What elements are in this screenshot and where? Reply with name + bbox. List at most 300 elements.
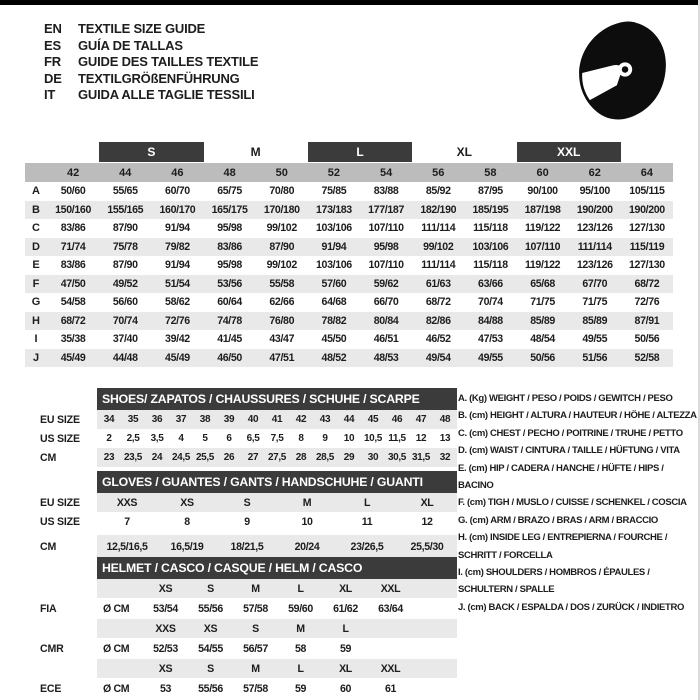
shoe-us-size: 10 <box>343 433 355 444</box>
shoe-eu-size: 38 <box>199 414 211 425</box>
size-column-header: 58 <box>484 166 497 179</box>
helmet-size-row <box>97 619 457 638</box>
size-group-s: S <box>99 142 203 162</box>
helmet-cm-value: 53/54 <box>153 602 178 615</box>
helmet-title: HELMET / CASCO / CASQUE / HELM / CASCO <box>97 557 457 579</box>
size-value: 76/80 <box>269 314 295 327</box>
shoe-cm-value: 29 <box>343 452 355 463</box>
size-value: 45/49 <box>165 351 190 364</box>
size-value: 50/60 <box>60 185 86 198</box>
helmet-cm-value: 60 <box>339 682 352 695</box>
shoe-cm-value: 28 <box>295 452 307 463</box>
size-value: 99/102 <box>266 259 297 272</box>
size-value: 72/76 <box>634 296 660 309</box>
shoe-eu-size: 48 <box>439 414 451 425</box>
shoe-eu-size: 44 <box>343 414 355 425</box>
helmet-size-row <box>97 579 457 598</box>
size-value: 115/118 <box>473 222 508 235</box>
size-value: 48/54 <box>530 333 555 346</box>
row-letter: F <box>32 277 40 290</box>
shoe-us-size: 4 <box>178 433 184 444</box>
size-value: 190/200 <box>628 203 665 216</box>
glove-cm-value: 18/21,5 <box>230 541 264 553</box>
row-letter: J <box>32 351 40 364</box>
language-row <box>44 21 258 38</box>
top-border <box>0 0 700 5</box>
shoe-cm-value: 25,5 <box>195 452 215 463</box>
gloves-us-row <box>97 512 457 531</box>
legend-item: F. (cm) TIGH / MUSLO / CUISSE / SCHENKEL / COSCIA <box>458 497 687 509</box>
helmet-cm-value <box>368 638 413 659</box>
shoe-us-size: 13 <box>439 433 451 444</box>
shoes-section <box>40 388 457 467</box>
measurement-row-e <box>25 256 673 275</box>
size-value: 95/98 <box>217 222 242 235</box>
size-value: 49/55 <box>478 351 503 364</box>
shoe-cm-value: 30,5 <box>387 452 407 463</box>
helmet-size: XL <box>339 662 352 675</box>
size-value: 107/110 <box>368 222 404 235</box>
shoe-eu-size: 37 <box>175 414 187 425</box>
helmet-table <box>97 557 457 699</box>
helmet-size: XL <box>339 582 352 595</box>
size-value: 56/60 <box>112 296 138 309</box>
shoe-us-size: 2,5 <box>126 433 140 444</box>
size-value: 70/80 <box>269 185 295 198</box>
helmet-label-fia: FIA <box>40 602 57 615</box>
size-value: 111/114 <box>421 259 456 272</box>
helmet-size: L <box>297 582 304 595</box>
size-value: 84/88 <box>478 314 503 327</box>
size-value: 90/100 <box>527 185 558 198</box>
size-value: 62/66 <box>269 296 295 309</box>
size-value: 49/52 <box>112 277 138 290</box>
spacer <box>40 619 97 638</box>
helmet-cm-value: 57/58 <box>243 602 268 615</box>
size-value: 55/65 <box>112 185 138 198</box>
helmet-size: XS <box>203 622 218 635</box>
size-value: 111/114 <box>421 222 456 235</box>
shoe-cm-value: 32 <box>439 452 451 463</box>
size-value: 107/110 <box>524 240 561 253</box>
size-value: 49/54 <box>425 351 451 364</box>
gloves-eu-row <box>97 493 457 512</box>
glove-eu-size: L <box>363 496 371 509</box>
row-letter: I <box>34 333 38 346</box>
shoe-eu-size: 43 <box>319 414 331 425</box>
size-column-header: 64 <box>640 166 654 179</box>
size-value: 52/58 <box>634 351 660 364</box>
shoe-eu-size: 47 <box>415 414 427 425</box>
size-value: 85/92 <box>425 185 451 198</box>
size-value: 182/190 <box>420 203 457 216</box>
size-value: 75/78 <box>112 240 138 253</box>
shoes-row-labels <box>40 388 97 467</box>
size-value: 83/86 <box>60 259 86 272</box>
size-number-row <box>25 163 673 182</box>
legend-item: D. (cm) WAIST / CINTURA / TAILLE / HÜFTUNG / VITA <box>458 445 680 457</box>
size-value: 177/187 <box>368 203 404 216</box>
size-value: 51/54 <box>165 277 190 290</box>
size-value: 72/76 <box>165 314 190 327</box>
size-value: 66/70 <box>373 296 399 309</box>
row-letter: E <box>32 259 40 272</box>
size-value: 49/55 <box>582 333 608 346</box>
size-value: 105/115 <box>629 185 665 198</box>
size-value: 87/90 <box>269 240 295 253</box>
glove-cm-value: 20/24 <box>294 541 320 553</box>
size-value: 91/94 <box>321 240 347 253</box>
glove-eu-size: XL <box>420 496 434 509</box>
helmet-cm-value: 55/56 <box>198 682 223 695</box>
helmet-value-row <box>97 678 457 699</box>
shoe-cm-value: 26 <box>223 452 235 463</box>
shoe-cm-value: 28,5 <box>315 452 335 463</box>
size-value: 170/180 <box>263 203 300 216</box>
size-value: 43/47 <box>269 333 295 346</box>
helmet-label-ece: ECE <box>40 682 62 695</box>
size-value: 50/56 <box>634 333 660 346</box>
helmet-rows <box>97 579 457 699</box>
helmet-size: M <box>251 582 260 595</box>
size-group-row <box>25 142 673 162</box>
size-value: 115/118 <box>473 259 508 272</box>
size-value: 78/82 <box>321 314 347 327</box>
legend-item: J. (cm) BACK / ESPALDA / DOS / ZURÜCK / INDIETRO <box>458 601 684 613</box>
size-value: 68/72 <box>425 296 451 309</box>
helmet-section <box>40 557 457 699</box>
spacer <box>25 163 47 182</box>
shoe-eu-size: 45 <box>367 414 379 425</box>
helmet-cm-value: 61 <box>384 682 397 695</box>
shoe-us-size: 3,5 <box>150 433 164 444</box>
shoe-eu-size: 46 <box>391 414 403 425</box>
size-group-l: L <box>308 142 412 162</box>
size-value: 123/126 <box>576 259 613 272</box>
textile-size-table <box>25 142 673 367</box>
measurement-legend <box>458 390 698 616</box>
size-value: 64/68 <box>321 296 347 309</box>
helmet-value-row <box>97 638 457 659</box>
measurement-row-a <box>25 182 673 201</box>
gloves-label-us: US SIZE <box>40 515 80 528</box>
size-value: 46/50 <box>217 351 242 364</box>
diameter-label: Ø CM <box>103 682 130 695</box>
size-value: 87/90 <box>112 259 138 272</box>
helmet-row-labels <box>40 557 97 699</box>
shoes-label-cm: CM <box>40 451 57 464</box>
size-value: 59/62 <box>373 277 399 290</box>
size-value: 71/75 <box>530 296 555 309</box>
gloves-label-cm: CM <box>40 541 57 553</box>
size-value: 111/114 <box>577 240 612 253</box>
language-label: GUIDE DES TAILLES TEXTILE <box>78 54 259 69</box>
size-value: 127/130 <box>628 222 665 235</box>
legend-item: B. (cm) HEIGHT / ALTURA / HAUTEUR / HÖHE / ALTEZZA <box>458 410 697 422</box>
size-column-header: 56 <box>432 166 445 179</box>
legend-item: H. (cm) INSIDE LEG / ENTREPIERNA / FOURCHE / SCHRITT / FORCELLA <box>458 532 668 561</box>
shoe-eu-size: 36 <box>151 414 163 425</box>
size-value: 87/95 <box>478 185 503 198</box>
size-value: 53/56 <box>217 277 242 290</box>
size-value: 95/100 <box>579 185 610 198</box>
size-value: 61/63 <box>425 277 451 290</box>
size-value: 187/198 <box>524 203 561 216</box>
glove-eu-size: XS <box>180 496 194 509</box>
size-value: 99/102 <box>423 240 454 253</box>
size-value: 48/53 <box>373 351 399 364</box>
size-value: 70/74 <box>478 296 503 309</box>
size-value: 45/49 <box>60 351 86 364</box>
size-column-header: 62 <box>588 166 601 179</box>
size-value: 82/86 <box>425 314 451 327</box>
glove-us-size: 7 <box>124 515 130 528</box>
shoe-eu-size: 34 <box>103 414 115 425</box>
row-letter: H <box>32 314 40 327</box>
size-column-header: 52 <box>327 166 341 179</box>
helmet-cm-value: 63/64 <box>378 602 403 615</box>
shoe-eu-size: 39 <box>223 414 235 425</box>
helmet-size: M <box>296 622 305 635</box>
size-value: 41/45 <box>217 333 242 346</box>
size-value: 87/91 <box>634 314 660 327</box>
shoes-label-eu: EU SIZE <box>40 413 80 426</box>
size-value: 91/94 <box>165 222 190 235</box>
row-letter: G <box>31 296 41 309</box>
size-value: 99/102 <box>266 222 297 235</box>
size-value: 155/165 <box>107 203 144 216</box>
measurement-row-f <box>25 275 673 294</box>
helmet-cm-value: 61/62 <box>333 602 358 615</box>
shoe-cm-value: 27,5 <box>267 452 287 463</box>
size-column-header: 48 <box>223 166 236 179</box>
size-value: 87/90 <box>112 222 138 235</box>
size-column-header: 54 <box>379 166 393 179</box>
shoe-us-size: 6 <box>226 433 232 444</box>
shoes-eu-row <box>97 410 457 429</box>
shoe-eu-size: 35 <box>127 414 139 425</box>
size-value: 103/106 <box>315 259 352 272</box>
size-value: 115/119 <box>629 240 665 253</box>
size-value: 95/98 <box>217 259 242 272</box>
spacer <box>40 659 97 678</box>
glove-cm-value: 25,5/30 <box>410 541 444 553</box>
shoe-us-size: 10,5 <box>363 433 383 444</box>
size-value: 74/78 <box>217 314 242 327</box>
size-column-header: 60 <box>536 166 549 179</box>
measurement-row-c <box>25 219 673 238</box>
spacer <box>40 471 97 493</box>
helmet-size: S <box>207 582 214 595</box>
size-value: 79/82 <box>165 240 190 253</box>
size-value: 44/48 <box>112 351 138 364</box>
measurement-row-h <box>25 312 673 331</box>
shoe-us-size: 12 <box>415 433 427 444</box>
size-value: 60/64 <box>217 296 242 309</box>
size-value: 55/58 <box>269 277 295 290</box>
glove-cm-value: 23/26,5 <box>350 541 384 553</box>
row-letter: D <box>32 240 40 253</box>
size-value: 67/70 <box>582 277 608 290</box>
shoe-cm-value: 27 <box>247 452 259 463</box>
measurement-row-d <box>25 238 673 257</box>
language-code: ES <box>44 37 61 53</box>
legend-item: G. (cm) ARM / BRAZO / BRAS / ARM / BRACCIO <box>458 514 658 526</box>
glove-eu-size: S <box>243 496 251 509</box>
size-value: 80/84 <box>373 314 399 327</box>
shoes-us-row <box>97 429 457 448</box>
row-letter: A <box>32 185 40 198</box>
size-value: 71/75 <box>582 296 608 309</box>
helmet-cm-value: 59/60 <box>288 602 313 615</box>
shoe-us-size: 8 <box>298 433 304 444</box>
helmet-size: M <box>251 662 260 675</box>
glove-us-size: 12 <box>421 515 433 528</box>
size-value: 165/175 <box>211 203 248 216</box>
shoe-cm-value: 24 <box>151 452 163 463</box>
shoe-cm-value: 31,5 <box>411 452 431 463</box>
spacer <box>25 142 99 162</box>
shoes-label-us: US SIZE <box>40 432 80 445</box>
language-row <box>44 38 258 55</box>
helmet-size <box>368 619 413 638</box>
diameter-label: Ø CM <box>103 602 130 615</box>
gloves-label-eu: EU SIZE <box>40 496 80 509</box>
size-column-header: 42 <box>66 166 80 179</box>
shoe-cm-value: 24,5 <box>171 452 191 463</box>
size-value: 45/50 <box>321 333 347 346</box>
spacer <box>40 579 97 598</box>
shoe-us-size: 2 <box>106 433 112 444</box>
size-value: 65/75 <box>217 185 242 198</box>
helmet-label-cmr: CMR <box>40 642 64 655</box>
helmet-size: XS <box>158 662 173 675</box>
helmet-cm-value: 52/53 <box>153 642 178 655</box>
language-code: IT <box>44 87 56 102</box>
glove-us-size: 8 <box>184 515 190 528</box>
helmet-cm-value: 58 <box>294 642 307 655</box>
helmet-cm-value: 55/56 <box>198 602 223 615</box>
glove-cm-value: 16,5/19 <box>170 541 204 553</box>
glove-us-size: 9 <box>244 515 250 528</box>
legend-item: C. (cm) CHEST / PECHO / POITRINE / TRUHE / PETTO <box>458 427 683 439</box>
row-letter: B <box>32 203 40 216</box>
language-code: DE <box>44 70 62 86</box>
size-value: 48/52 <box>321 351 347 364</box>
size-value: 123/126 <box>576 222 613 235</box>
size-value: 68/72 <box>634 277 660 290</box>
size-group-xxl: XXL <box>517 142 621 162</box>
glove-us-size: 11 <box>361 515 373 528</box>
shoe-us-size: 11,5 <box>388 433 406 444</box>
size-value: 160/170 <box>159 203 196 216</box>
shoe-eu-size: 40 <box>247 414 259 425</box>
size-value: 70/74 <box>112 314 138 327</box>
size-value: 190/200 <box>576 203 613 216</box>
helmet-size: XXS <box>155 622 176 635</box>
size-value: 47/53 <box>478 333 503 346</box>
size-value: 75/85 <box>321 185 347 198</box>
shoes-cm-row <box>97 448 457 467</box>
helmet-cm-value: 54/55 <box>198 642 223 655</box>
size-value: 185/195 <box>472 203 509 216</box>
size-value: 57/60 <box>321 277 347 290</box>
size-value: 46/51 <box>373 333 399 346</box>
size-value: 71/74 <box>60 240 86 253</box>
language-label: TEXTILGRÖßENFÜHRUNG <box>78 70 240 86</box>
helmet-size-row <box>97 659 457 678</box>
size-value: 173/183 <box>315 203 352 216</box>
size-group-xl: XL <box>456 145 472 159</box>
glove-us-size: 10 <box>301 515 313 528</box>
size-value: 39/42 <box>165 333 190 346</box>
size-value: 68/72 <box>60 314 86 327</box>
language-row <box>44 87 258 104</box>
spacer <box>97 659 143 678</box>
spacer <box>97 619 143 638</box>
size-table-body <box>25 182 673 367</box>
spacer <box>97 579 143 598</box>
size-column-header: 46 <box>171 166 184 179</box>
size-value: 83/88 <box>373 185 399 198</box>
size-value: 83/86 <box>60 222 86 235</box>
racing-helmet-icon <box>577 20 669 122</box>
size-value: 47/51 <box>269 351 295 364</box>
language-label: TEXTILE SIZE GUIDE <box>78 21 206 36</box>
row-letter: C <box>32 222 40 235</box>
size-column-header: 44 <box>119 166 132 179</box>
measurement-row-g <box>25 293 673 312</box>
size-value: 63/66 <box>478 277 503 290</box>
shoe-us-size: 9 <box>322 433 328 444</box>
language-row <box>44 71 258 88</box>
size-value: 50/56 <box>530 351 555 364</box>
helmet-size: L <box>297 662 304 675</box>
size-value: 127/130 <box>628 259 665 272</box>
language-row <box>44 54 258 71</box>
size-value: 95/98 <box>373 240 399 253</box>
language-list <box>44 21 258 104</box>
shoe-eu-size: 41 <box>271 414 283 425</box>
language-code: FR <box>44 54 61 69</box>
size-value: 85/89 <box>530 314 555 327</box>
language-label: GUÍA DE TALLAS <box>78 37 183 53</box>
size-value: 47/50 <box>60 277 86 290</box>
helmet-size: XXL <box>380 662 401 675</box>
size-value: 85/89 <box>582 314 608 327</box>
helmet-cm-value: 59 <box>339 642 352 655</box>
legend-item: E. (cm) HIP / CADERA / HANCHE / HÜFTE / HIPS / BACINO <box>458 462 664 492</box>
gloves-section <box>40 471 457 559</box>
shoe-eu-size: 42 <box>295 414 307 425</box>
gloves-cm-row <box>97 535 457 559</box>
size-value: 150/160 <box>55 203 91 216</box>
helmet-cm-value: 57/58 <box>243 682 268 695</box>
size-value: 65/68 <box>530 277 555 290</box>
shoes-title: SHOES/ ZAPATOS / CHAUSSURES / SCHUHE / SCARPE <box>97 388 457 410</box>
helmet-size: L <box>342 622 349 635</box>
helmet-size: XS <box>158 582 173 595</box>
size-value: 119/122 <box>524 259 561 272</box>
helmet-size: S <box>252 622 259 635</box>
shoe-cm-value: 23,5 <box>123 452 143 463</box>
language-code: EN <box>44 21 62 36</box>
size-value: 35/38 <box>60 333 86 346</box>
helmet-cm-value: 59 <box>294 682 307 695</box>
size-value: 54/58 <box>60 296 86 309</box>
diameter-label: Ø CM <box>103 642 130 655</box>
gloves-table <box>97 471 457 559</box>
